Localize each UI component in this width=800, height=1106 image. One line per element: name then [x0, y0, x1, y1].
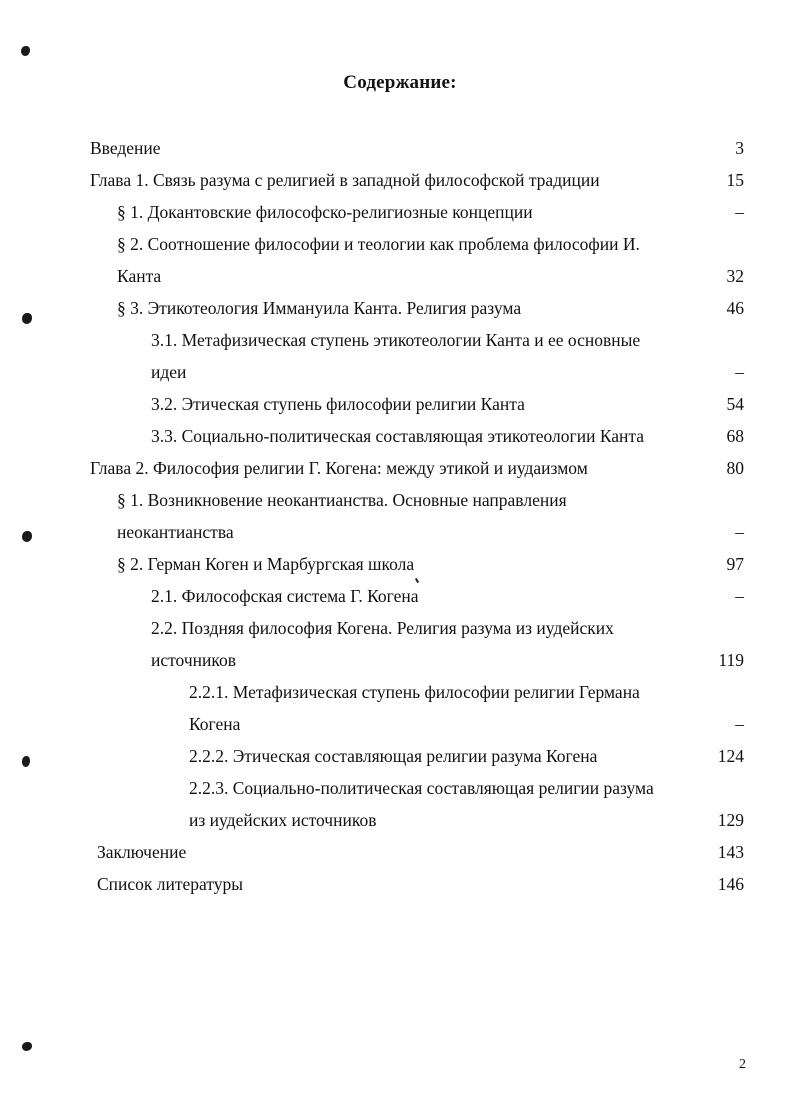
- toc-entry-page: –: [735, 202, 744, 222]
- toc-entry-text: 2.2.3. Социально-политическая составляющая религии разума: [189, 778, 654, 798]
- toc-entry-continuation: идеи: [151, 362, 187, 382]
- toc-entry-text: 2.2. Поздняя философия Когена. Религия разума из иудейских: [151, 618, 614, 638]
- toc-entry-page: –: [735, 522, 744, 542]
- toc-entry-text: Глава 2. Философия религии Г. Когена: между этикой и иудаизмом: [90, 458, 588, 478]
- page-title: Содержание:: [343, 72, 457, 93]
- toc-entry-text: 3.2. Этическая ступень философии религии Канта: [151, 394, 525, 414]
- toc-entry-continuation: Канта: [117, 266, 162, 286]
- toc-entry-page: 143: [717, 842, 744, 862]
- toc-entry-page: 68: [726, 426, 744, 446]
- toc-entry-page: 32: [726, 266, 744, 286]
- toc-entry-text: § 2. Герман Коген и Марбургская школа: [117, 554, 415, 574]
- toc-entry-continuation: Когена: [189, 714, 241, 734]
- toc-entry-text: § 1. Возникновение неокантианства. Основные направления: [117, 490, 567, 510]
- toc-entry-page: 119: [718, 650, 744, 670]
- toc-entry-page: 129: [717, 810, 744, 830]
- toc-entry-text: § 3. Этикотеология Иммануила Канта. Религия разума: [117, 298, 522, 318]
- toc-entry-text: 2.2.1. Метафизическая ступень философии религии Германа: [189, 682, 640, 702]
- toc-entry-text: Глава 1. Связь разума с религией в западной философской традиции: [90, 170, 600, 190]
- toc-entry-text: 2.2.2. Этическая составляющая религии разума Когена: [189, 746, 598, 766]
- toc-entry-text: 3.3. Социально-политическая составляющая этикотеологии Канта: [151, 426, 645, 446]
- toc-entry-page: –: [735, 714, 744, 734]
- toc-entry-text: § 2. Соотношение философии и теологии как проблема философии И.: [117, 234, 640, 254]
- page-number: 2: [739, 1057, 746, 1072]
- toc-entry-page: 80: [726, 458, 744, 478]
- toc-entry-page: 54: [726, 394, 744, 414]
- toc-entry-page: 97: [726, 554, 744, 574]
- toc-entry-continuation: из иудейских источников: [189, 810, 377, 830]
- toc-entry-page: –: [735, 362, 744, 382]
- toc-entry-text: 3.1. Метафизическая ступень этикотеологии Канта и ее основные: [151, 330, 641, 350]
- toc-entry-page: 3: [735, 138, 744, 158]
- toc-entry-continuation: источников: [151, 650, 237, 670]
- toc-entry-text: § 1. Докантовские философско-религиозные концепции: [117, 202, 533, 222]
- toc-entry-text: Введение: [90, 138, 161, 158]
- toc-entry-text: Заключение: [97, 842, 187, 862]
- toc-entry-page: –: [735, 586, 744, 606]
- toc-entry-page: 46: [726, 298, 744, 318]
- toc-entry-text: 2.1. Философская система Г. Когена: [151, 586, 419, 606]
- toc-entry-text: Список литературы: [97, 874, 244, 894]
- toc-entry-page: 146: [717, 874, 744, 894]
- toc-entry-page: 15: [726, 170, 744, 190]
- toc-entry-page: 124: [717, 746, 744, 766]
- toc-entry-continuation: неокантианства: [117, 522, 234, 542]
